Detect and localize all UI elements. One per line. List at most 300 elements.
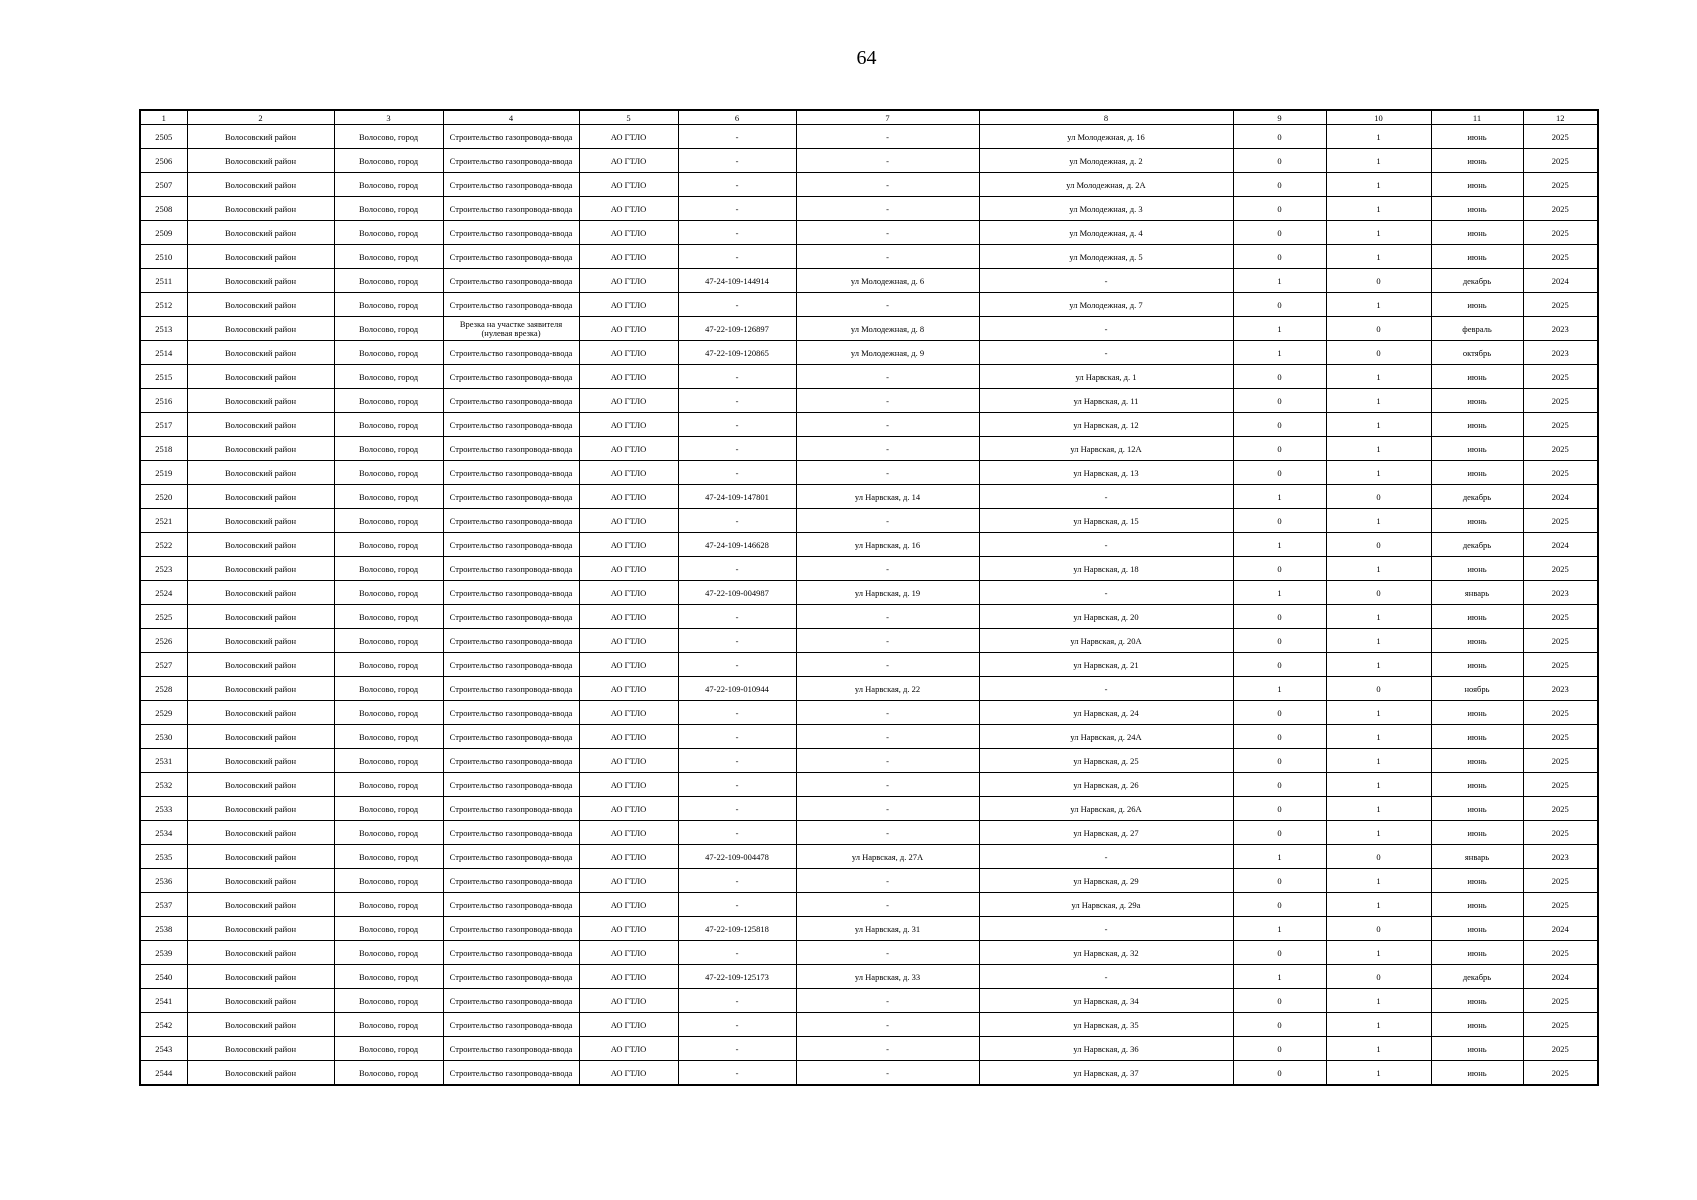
- table-cell-col-5: АО ГТЛО: [579, 269, 678, 293]
- table-cell-col-11: июнь: [1431, 1037, 1523, 1061]
- table-cell-col-5: АО ГТЛО: [579, 245, 678, 269]
- table-cell-col-6: -: [678, 1061, 796, 1086]
- table-cell-col-11: июнь: [1431, 389, 1523, 413]
- table-cell-col-10: 1: [1326, 773, 1431, 797]
- table-cell-col-5: АО ГТЛО: [579, 557, 678, 581]
- table-cell-col-11: июнь: [1431, 221, 1523, 245]
- table-cell-col-12: 2023: [1523, 845, 1598, 869]
- table-cell-col-7: -: [796, 1013, 979, 1037]
- table-cell-col-8: -: [979, 917, 1233, 941]
- table-cell-col-3: Волосово, город: [334, 485, 443, 509]
- table-cell-col-10: 1: [1326, 221, 1431, 245]
- table-cell-col-8: ул Нарвская, д. 26А: [979, 797, 1233, 821]
- table-cell-col-9: 0: [1233, 173, 1326, 197]
- table-cell-col-12: 2025: [1523, 197, 1598, 221]
- table-cell-col-2: Волосовский район: [187, 677, 334, 701]
- table-cell-col-9: 0: [1233, 629, 1326, 653]
- table-cell-col-11: июнь: [1431, 461, 1523, 485]
- table-cell-col-9: 1: [1233, 485, 1326, 509]
- table-cell-col-12: 2024: [1523, 485, 1598, 509]
- table-cell-col-5: АО ГТЛО: [579, 317, 678, 341]
- table-cell-col-6: -: [678, 941, 796, 965]
- table-cell-col-4: Строительство газопровода-ввода: [443, 1013, 579, 1037]
- column-header-6: 6: [678, 110, 796, 125]
- table-row: [140, 293, 1598, 317]
- table-cell-col-10: 0: [1326, 581, 1431, 605]
- table-cell-col-9: 0: [1233, 461, 1326, 485]
- table-cell-col-6: 47-22-109-010944: [678, 677, 796, 701]
- table-cell-col-1: 2518: [140, 437, 187, 461]
- table-body: [140, 125, 1598, 1086]
- table-cell-col-8: ул Нарвская, д. 29: [979, 869, 1233, 893]
- table-cell-col-11: июнь: [1431, 509, 1523, 533]
- table-cell-col-12: 2024: [1523, 965, 1598, 989]
- table-cell-col-11: июнь: [1431, 701, 1523, 725]
- table-row: [140, 1037, 1598, 1061]
- table-cell-col-5: АО ГТЛО: [579, 341, 678, 365]
- table-row: [140, 509, 1598, 533]
- table-cell-col-10: 1: [1326, 1013, 1431, 1037]
- table-cell-col-3: Волосово, город: [334, 773, 443, 797]
- table-cell-col-7: -: [796, 221, 979, 245]
- table-cell-col-11: июнь: [1431, 173, 1523, 197]
- table-cell-col-3: Волосово, город: [334, 125, 443, 149]
- table-row: [140, 533, 1598, 557]
- table-cell-col-1: 2532: [140, 773, 187, 797]
- table-cell-col-11: июнь: [1431, 293, 1523, 317]
- table-cell-col-2: Волосовский район: [187, 197, 334, 221]
- table-cell-col-1: 2522: [140, 533, 187, 557]
- table-cell-col-10: 1: [1326, 389, 1431, 413]
- table-cell-col-1: 2523: [140, 557, 187, 581]
- table-cell-col-12: 2023: [1523, 317, 1598, 341]
- table-cell-col-2: Волосовский район: [187, 461, 334, 485]
- table-cell-col-6: -: [678, 1013, 796, 1037]
- table-cell-col-10: 1: [1326, 869, 1431, 893]
- table-cell-col-4: Строительство газопровода-ввода: [443, 365, 579, 389]
- table-cell-col-2: Волосовский район: [187, 389, 334, 413]
- table-cell-col-11: июнь: [1431, 413, 1523, 437]
- table-cell-col-6: 47-22-109-126897: [678, 317, 796, 341]
- table-cell-col-11: июнь: [1431, 1061, 1523, 1086]
- table-cell-col-5: АО ГТЛО: [579, 653, 678, 677]
- table-cell-col-12: 2025: [1523, 1061, 1598, 1086]
- table-cell-col-5: АО ГТЛО: [579, 797, 678, 821]
- table-cell-col-7: -: [796, 509, 979, 533]
- table-cell-col-3: Волосово, город: [334, 749, 443, 773]
- table-cell-col-12: 2025: [1523, 629, 1598, 653]
- table-cell-col-12: 2025: [1523, 941, 1598, 965]
- table-row: [140, 629, 1598, 653]
- table-cell-col-10: 1: [1326, 725, 1431, 749]
- table-cell-col-2: Волосовский район: [187, 917, 334, 941]
- table-row: [140, 845, 1598, 869]
- table-row: [140, 461, 1598, 485]
- table-row: [140, 581, 1598, 605]
- table-cell-col-6: 47-22-109-004478: [678, 845, 796, 869]
- column-header-5: 5: [579, 110, 678, 125]
- table-cell-col-7: -: [796, 413, 979, 437]
- table-row: [140, 221, 1598, 245]
- table-cell-col-7: -: [796, 821, 979, 845]
- table-cell-col-8: ул Нарвская, д. 11: [979, 389, 1233, 413]
- table-cell-col-5: АО ГТЛО: [579, 1061, 678, 1086]
- table-cell-col-6: 47-22-109-004987: [678, 581, 796, 605]
- table-cell-col-7: ул Нарвская, д. 27А: [796, 845, 979, 869]
- table-cell-col-10: 1: [1326, 413, 1431, 437]
- table-cell-col-12: 2025: [1523, 749, 1598, 773]
- table-row: [140, 341, 1598, 365]
- column-header-11: 11: [1431, 110, 1523, 125]
- table-cell-col-11: июнь: [1431, 773, 1523, 797]
- table-cell-col-3: Волосово, город: [334, 701, 443, 725]
- table-cell-col-9: 0: [1233, 413, 1326, 437]
- table-cell-col-7: -: [796, 797, 979, 821]
- table-cell-col-10: 1: [1326, 293, 1431, 317]
- table-row: [140, 965, 1598, 989]
- table-cell-col-8: -: [979, 485, 1233, 509]
- table-cell-col-5: АО ГТЛО: [579, 677, 678, 701]
- table-cell-col-9: 1: [1233, 533, 1326, 557]
- table-row: [140, 869, 1598, 893]
- table-cell-col-3: Волосово, город: [334, 821, 443, 845]
- table-cell-col-7: -: [796, 701, 979, 725]
- table-cell-col-6: 47-22-109-125818: [678, 917, 796, 941]
- table-cell-col-3: Волосово, город: [334, 173, 443, 197]
- table-cell-col-12: 2025: [1523, 461, 1598, 485]
- table-cell-col-7: ул Нарвская, д. 31: [796, 917, 979, 941]
- table-cell-col-5: АО ГТЛО: [579, 365, 678, 389]
- table-row: [140, 677, 1598, 701]
- table-cell-col-10: 0: [1326, 341, 1431, 365]
- table-cell-col-10: 0: [1326, 485, 1431, 509]
- table-cell-col-4: Строительство газопровода-ввода: [443, 221, 579, 245]
- table-cell-col-3: Волосово, город: [334, 365, 443, 389]
- table-cell-col-2: Волосовский район: [187, 221, 334, 245]
- table-cell-col-4: Строительство газопровода-ввода: [443, 845, 579, 869]
- table-cell-col-9: 0: [1233, 653, 1326, 677]
- table-cell-col-3: Волосово, город: [334, 797, 443, 821]
- column-header-8: 8: [979, 110, 1233, 125]
- table-cell-col-4: Строительство газопровода-ввода: [443, 965, 579, 989]
- table-row: [140, 413, 1598, 437]
- table-cell-col-3: Волосово, город: [334, 1013, 443, 1037]
- table-cell-col-3: Волосово, город: [334, 317, 443, 341]
- table-cell-col-4: Строительство газопровода-ввода: [443, 605, 579, 629]
- table-cell-col-10: 1: [1326, 245, 1431, 269]
- table-cell-col-1: 2543: [140, 1037, 187, 1061]
- table-cell-col-5: АО ГТЛО: [579, 1037, 678, 1061]
- table-cell-col-3: Волосово, город: [334, 413, 443, 437]
- table-row: [140, 245, 1598, 269]
- table-cell-col-3: Волосово, город: [334, 941, 443, 965]
- table-cell-col-5: АО ГТЛО: [579, 629, 678, 653]
- table-cell-col-9: 0: [1233, 989, 1326, 1013]
- table-cell-col-11: июнь: [1431, 989, 1523, 1013]
- table-cell-col-12: 2024: [1523, 917, 1598, 941]
- table-cell-col-9: 1: [1233, 845, 1326, 869]
- table-cell-col-10: 1: [1326, 125, 1431, 149]
- table-row: [140, 125, 1598, 149]
- table-cell-col-8: ул Нарвская, д. 37: [979, 1061, 1233, 1086]
- table-cell-col-8: -: [979, 581, 1233, 605]
- table-cell-col-8: ул Молодежная, д. 2А: [979, 173, 1233, 197]
- table-cell-col-12: 2025: [1523, 1037, 1598, 1061]
- table-row: [140, 1013, 1598, 1037]
- table-cell-col-9: 0: [1233, 1013, 1326, 1037]
- table-cell-col-12: 2025: [1523, 893, 1598, 917]
- table-cell-col-9: 1: [1233, 917, 1326, 941]
- table-row: [140, 173, 1598, 197]
- column-header-12: 12: [1523, 110, 1598, 125]
- table-cell-col-9: 0: [1233, 509, 1326, 533]
- table-cell-col-8: ул Молодежная, д. 16: [979, 125, 1233, 149]
- table-cell-col-8: -: [979, 533, 1233, 557]
- table-cell-col-1: 2524: [140, 581, 187, 605]
- table-cell-col-11: июнь: [1431, 605, 1523, 629]
- table-cell-col-12: 2025: [1523, 245, 1598, 269]
- table-cell-col-4: Строительство газопровода-ввода: [443, 149, 579, 173]
- table-row: [140, 701, 1598, 725]
- table-cell-col-8: ул Молодежная, д. 7: [979, 293, 1233, 317]
- table-cell-col-10: 1: [1326, 437, 1431, 461]
- table-cell-col-6: -: [678, 629, 796, 653]
- table-cell-col-2: Волосовский район: [187, 365, 334, 389]
- table-cell-col-7: -: [796, 773, 979, 797]
- table-cell-col-10: 0: [1326, 917, 1431, 941]
- table-cell-col-2: Волосовский район: [187, 725, 334, 749]
- table-cell-col-3: Волосово, город: [334, 389, 443, 413]
- column-header-10: 10: [1326, 110, 1431, 125]
- table-cell-col-6: -: [678, 509, 796, 533]
- table-cell-col-2: Волосовский район: [187, 1061, 334, 1086]
- table-cell-col-3: Волосово, город: [334, 989, 443, 1013]
- table-cell-col-12: 2025: [1523, 773, 1598, 797]
- table-cell-col-2: Волосовский район: [187, 245, 334, 269]
- table-cell-col-2: Волосовский район: [187, 653, 334, 677]
- table-cell-col-11: июнь: [1431, 821, 1523, 845]
- table-cell-col-1: 2513: [140, 317, 187, 341]
- table-cell-col-9: 0: [1233, 821, 1326, 845]
- table-cell-col-1: 2529: [140, 701, 187, 725]
- table-cell-col-9: 0: [1233, 149, 1326, 173]
- table-cell-col-2: Волосовский район: [187, 293, 334, 317]
- table-cell-col-8: -: [979, 317, 1233, 341]
- table-cell-col-12: 2025: [1523, 1013, 1598, 1037]
- table-row: [140, 437, 1598, 461]
- table-cell-col-4: Строительство газопровода-ввода: [443, 677, 579, 701]
- table-cell-col-5: АО ГТЛО: [579, 989, 678, 1013]
- table-cell-col-4: Строительство газопровода-ввода: [443, 269, 579, 293]
- table-cell-col-4: Строительство газопровода-ввода: [443, 869, 579, 893]
- table-cell-col-3: Волосово, город: [334, 677, 443, 701]
- table-cell-col-10: 1: [1326, 1037, 1431, 1061]
- table-cell-col-1: 2527: [140, 653, 187, 677]
- table-cell-col-6: -: [678, 389, 796, 413]
- table-cell-col-1: 2544: [140, 1061, 187, 1086]
- table-cell-col-5: АО ГТЛО: [579, 965, 678, 989]
- table-cell-col-5: АО ГТЛО: [579, 893, 678, 917]
- table-cell-col-1: 2506: [140, 149, 187, 173]
- table-cell-col-5: АО ГТЛО: [579, 149, 678, 173]
- registry-table: [139, 109, 1599, 1086]
- table-cell-col-1: 2541: [140, 989, 187, 1013]
- table-cell-col-5: АО ГТЛО: [579, 941, 678, 965]
- table-cell-col-4: Строительство газопровода-ввода: [443, 989, 579, 1013]
- table-cell-col-6: -: [678, 773, 796, 797]
- table-cell-col-3: Волосово, город: [334, 437, 443, 461]
- table-cell-col-1: 2505: [140, 125, 187, 149]
- table-cell-col-2: Волосовский район: [187, 629, 334, 653]
- table-cell-col-5: АО ГТЛО: [579, 485, 678, 509]
- table-cell-col-2: Волосовский район: [187, 557, 334, 581]
- table-cell-col-9: 0: [1233, 941, 1326, 965]
- table-cell-col-12: 2024: [1523, 533, 1598, 557]
- table-cell-col-6: -: [678, 173, 796, 197]
- table-cell-col-4: Строительство газопровода-ввода: [443, 821, 579, 845]
- page-number: 64: [856, 47, 877, 69]
- table-cell-col-4: Строительство газопровода-ввода: [443, 389, 579, 413]
- table-cell-col-8: ул Молодежная, д. 4: [979, 221, 1233, 245]
- table-cell-col-1: 2539: [140, 941, 187, 965]
- table-cell-col-1: 2516: [140, 389, 187, 413]
- table-cell-col-6: -: [678, 413, 796, 437]
- table-cell-col-9: 1: [1233, 965, 1326, 989]
- table-cell-col-9: 0: [1233, 893, 1326, 917]
- table-cell-col-1: 2531: [140, 749, 187, 773]
- table-cell-col-9: 1: [1233, 317, 1326, 341]
- column-header-3: 3: [334, 110, 443, 125]
- table-cell-col-6: -: [678, 293, 796, 317]
- table-cell-col-4: Строительство газопровода-ввода: [443, 725, 579, 749]
- table-row: [140, 197, 1598, 221]
- table-cell-col-1: 2508: [140, 197, 187, 221]
- table-cell-col-8: ул Нарвская, д. 18: [979, 557, 1233, 581]
- table-cell-col-8: -: [979, 341, 1233, 365]
- table-cell-col-7: -: [796, 197, 979, 221]
- table-cell-col-8: ул Молодежная, д. 5: [979, 245, 1233, 269]
- table-cell-col-11: июнь: [1431, 749, 1523, 773]
- table-cell-col-9: 0: [1233, 293, 1326, 317]
- table-cell-col-6: -: [678, 821, 796, 845]
- table-cell-col-3: Волосово, город: [334, 629, 443, 653]
- table-cell-col-2: Волосовский район: [187, 941, 334, 965]
- table-cell-col-3: Волосово, город: [334, 245, 443, 269]
- table-cell-col-8: ул Нарвская, д. 26: [979, 773, 1233, 797]
- table-cell-col-11: июнь: [1431, 197, 1523, 221]
- table-cell-col-12: 2025: [1523, 725, 1598, 749]
- table-row: [140, 917, 1598, 941]
- header-row: [140, 110, 1598, 125]
- table-cell-col-10: 1: [1326, 461, 1431, 485]
- table-cell-col-2: Волосовский район: [187, 509, 334, 533]
- table-cell-col-4: Строительство газопровода-ввода: [443, 509, 579, 533]
- table-row: [140, 317, 1598, 341]
- table-row: [140, 1061, 1598, 1086]
- table-cell-col-10: 1: [1326, 653, 1431, 677]
- table-row: [140, 557, 1598, 581]
- table-cell-col-9: 0: [1233, 245, 1326, 269]
- table-cell-col-9: 0: [1233, 701, 1326, 725]
- table-cell-col-12: 2025: [1523, 869, 1598, 893]
- table-cell-col-2: Волосовский район: [187, 437, 334, 461]
- table-cell-col-6: -: [678, 653, 796, 677]
- column-header-9: 9: [1233, 110, 1326, 125]
- table-cell-col-6: -: [678, 1037, 796, 1061]
- table-cell-col-4: Строительство газопровода-ввода: [443, 413, 579, 437]
- table-cell-col-11: июнь: [1431, 629, 1523, 653]
- table-cell-col-3: Волосово, город: [334, 725, 443, 749]
- table-cell-col-6: -: [678, 365, 796, 389]
- table-cell-col-9: 0: [1233, 1037, 1326, 1061]
- table-cell-col-10: 1: [1326, 797, 1431, 821]
- table-cell-col-3: Волосово, город: [334, 581, 443, 605]
- table-cell-col-7: ул Молодежная, д. 9: [796, 341, 979, 365]
- table-cell-col-9: 0: [1233, 605, 1326, 629]
- table-cell-col-4: Строительство газопровода-ввода: [443, 125, 579, 149]
- table-cell-col-1: 2542: [140, 1013, 187, 1037]
- table-cell-col-6: -: [678, 701, 796, 725]
- table-cell-col-10: 1: [1326, 893, 1431, 917]
- table-row: [140, 821, 1598, 845]
- table-cell-col-9: 0: [1233, 221, 1326, 245]
- table-cell-col-4: Строительство газопровода-ввода: [443, 437, 579, 461]
- table-cell-col-11: июнь: [1431, 917, 1523, 941]
- table-cell-col-12: 2025: [1523, 149, 1598, 173]
- table-cell-col-5: АО ГТЛО: [579, 293, 678, 317]
- table-cell-col-1: 2511: [140, 269, 187, 293]
- table-cell-col-7: -: [796, 1061, 979, 1086]
- table-cell-col-10: 1: [1326, 509, 1431, 533]
- table-row: [140, 605, 1598, 629]
- table-cell-col-1: 2538: [140, 917, 187, 941]
- table-cell-col-1: 2535: [140, 845, 187, 869]
- table-cell-col-3: Волосово, город: [334, 221, 443, 245]
- table-cell-col-2: Волосовский район: [187, 581, 334, 605]
- table-cell-col-6: -: [678, 461, 796, 485]
- table-cell-col-9: 0: [1233, 125, 1326, 149]
- table-cell-col-12: 2025: [1523, 509, 1598, 533]
- table-cell-col-6: -: [678, 125, 796, 149]
- table-cell-col-11: июнь: [1431, 725, 1523, 749]
- column-header-2: 2: [187, 110, 334, 125]
- table-cell-col-3: Волосово, город: [334, 893, 443, 917]
- table-cell-col-12: 2025: [1523, 125, 1598, 149]
- table-cell-col-8: ул Нарвская, д. 20А: [979, 629, 1233, 653]
- table-cell-col-5: АО ГТЛО: [579, 869, 678, 893]
- table-cell-col-11: июнь: [1431, 1013, 1523, 1037]
- table-cell-col-5: АО ГТЛО: [579, 917, 678, 941]
- table-cell-col-4: Врезка на участке заявителя (нулевая врезка): [443, 317, 579, 341]
- table-cell-col-8: ул Нарвская, д. 25: [979, 749, 1233, 773]
- table-cell-col-8: ул Нарвская, д. 20: [979, 605, 1233, 629]
- table-cell-col-12: 2023: [1523, 581, 1598, 605]
- table-row: [140, 485, 1598, 509]
- table-cell-col-2: Волосовский район: [187, 125, 334, 149]
- table-cell-col-5: АО ГТЛО: [579, 221, 678, 245]
- table-cell-col-12: 2025: [1523, 437, 1598, 461]
- table-cell-col-10: 1: [1326, 701, 1431, 725]
- table-cell-col-12: 2025: [1523, 701, 1598, 725]
- table-cell-col-6: -: [678, 869, 796, 893]
- table-cell-col-9: 0: [1233, 389, 1326, 413]
- table-cell-col-3: Волосово, город: [334, 197, 443, 221]
- table-cell-col-1: 2533: [140, 797, 187, 821]
- table-cell-col-1: 2517: [140, 413, 187, 437]
- table-cell-col-2: Волосовский район: [187, 869, 334, 893]
- table-cell-col-5: АО ГТЛО: [579, 197, 678, 221]
- table-row: [140, 365, 1598, 389]
